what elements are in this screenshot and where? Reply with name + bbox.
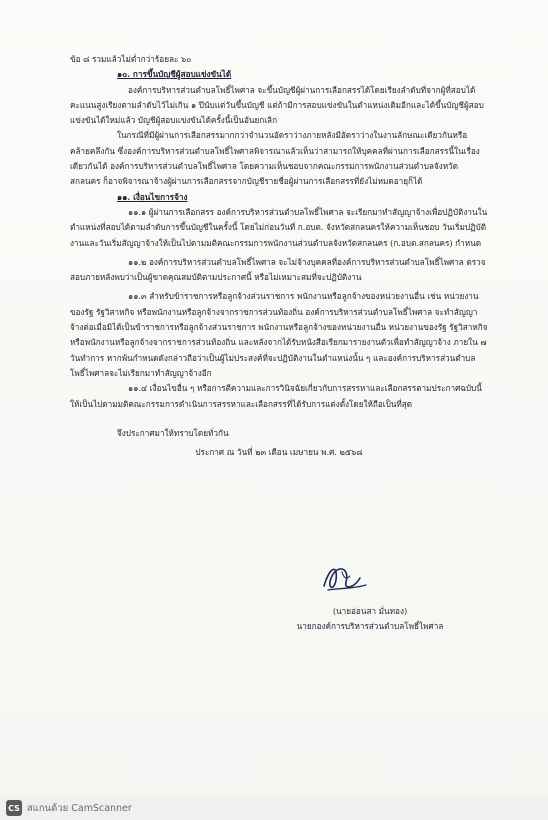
section-10-paragraph-1: องค์การบริหารส่วนตำบลโพธิ์ไพศาล จะขึ้นบัญชีผู้ผ่านการเลือกสรรได้โดยเรียงลำดับที่จากผู้ที่สอบได้คะแนนสูงเรียงตามลำดับไว้ไม่เกิน ๑ ปีนับแต่วันขึ้นบัญชี แต่ถ้ามีการสอบแข่งขันในตำแหน่งเดิมอีกและได้ขึ้นบัญชีผู้สอบแข่งขันได้ใหม่แล้ว บัญชีผู้สอบแข่งขันได้ครั้งนี้เป็นอันยกเลิก: [70, 84, 484, 126]
section-11-item-4: ๑๑.๔ เงื่อนไขอื่น ๆ หรือการตีความและการวินิจฉัยเกี่ยวกับการสรรหาและเลือกสรรตามประกาศฉบับนี้ ให้เป็นไปตามมติคณะกรรมการดำเนินการสรรหาและเลือกสรรที่ได้รับการแต่งตั้งโดยให้ถือเป็นที่สุด: [70, 383, 482, 409]
signer-name: (นายอ่อนสา มั่นทอง): [332, 606, 408, 616]
announcement-date: ประกาศ ณ วันที่ ๒๓ เดือน เมษายน พ.ศ. ๒๕๖๘: [195, 447, 363, 458]
section-10-heading: ๑๐. การขึ้นบัญชีผู้สอบแข่งขันได้: [117, 69, 232, 80]
signature-image: [316, 558, 376, 598]
camscanner-watermark: สแกนด้วย CamScanner: [27, 803, 132, 814]
closing-line: จึงประกาศมาให้ทราบโดยทั่วกัน: [117, 427, 229, 438]
section-11-item-1: ๑๑.๑ ผู้ผ่านการเลือกสรร องค์การบริหารส่วนตำบลโพธิ์ไพศาล จะเรียกมาทำสัญญาจ้างเพื่อปฏิบัติงานในตำแหน่งที่สอบได้ตามลำดับการขึ้นบัญชีในครั้งนี้ โดยไม่ก่อนวันที่ ก.อบต. จังหวัดสกลนครให้ความเห็นชอบ วันเริ่มปฏิบัติงานและวันเริ่มสัญญาจ้างให้เป็นไปตามมติคณะกรรมการพนักงานส่วนตำบลจังหวัดสกลนคร (ก.อบต.สกลนคร) กำหนด: [70, 206, 488, 248]
carry-over-line: ข้อ ๘ รวมแล้วไม่ต่ำกว่าร้อยละ ๖๐: [70, 54, 192, 64]
camscanner-logo-icon: CS: [6, 800, 22, 816]
signer-block: [255, 604, 485, 635]
handwritten-signature-icon: [316, 558, 376, 598]
section-10-paragraph-2: ในกรณีที่มีผู้ผ่านการเลือกสรรมากกว่าจำนวนอัตราว่างภายหลังมีอัตราว่างในงานลักษณะเดียวกันหรือคล้ายคลึงกัน ซึ่งองค์การบริหารส่วนตำบลโพธิ์ไพศาลพิจารณาแล้วเห็นว่าสามารถให้บุคคลที่ผ่านการเลือกสรรนี้ในเรื่องเดียวกันได้ องค์การบริหารส่วนตำบลโพธิ์ไพศาล โดยความเห็นชอบจากคณะกรรมการพนักงานส่วนตำบลจังหวัดสกลนคร ก็อาจพิจารณาจ้างผู้ผ่านการเลือกสรรจากบัญชีรายชื่อผู้ผ่านการเลือกสรรที่ยังไม่หมดอายุก็ได้: [70, 130, 480, 187]
signer-title: นายกองค์การบริหารส่วนตำบลโพธิ์ไพศาล: [296, 621, 444, 632]
section-11-heading: ๑๑. เงื่อนไขการจ้าง: [117, 191, 188, 202]
section-11-item-3: ๑๑.๓ สำหรับข้าราชการหรือลูกจ้างส่วนราชการ พนักงานหรือลูกจ้างของหน่วยงานอื่น เช่น หน่วยงานของรัฐ รัฐวิสาหกิจ หรือพนักงานหรือลูกจ้างจากราชการส่วนท้องถิ่น องค์การบริหารส่วนตำบลโพธิ์ไพศาล จะทำสัญญาจ้างต่อเมื่อมิได้เป็นข้าราชการหรือลูกจ้างส่วนราชการ พนักงานหรือลูกจ้างของหน่วยงานอื่น หน่วยงานของรัฐ รัฐวิสาหกิจ หรือพนักงานหรือลูกจ้างจากราชการส่วนท้องถิ่น และหลังจากได้รับหนังสือเรียกมารายงานตัวเพื่อทำสัญญาจ้าง ภายใน ๗ วันทำการ หากพ้นกำหนดดังกล่าวถือว่าเป็นผู้ไม่ประสงค์ที่จะปฏิบัติงานในตำแหน่งนั้น ๆ และองค์การบริหารส่วนตำบลโพธิ์ไพศาลจะไม่เรียกมาทำสัญญาจ้างอีก: [70, 291, 488, 378]
section-11-item-2: ๑๑.๒ องค์การบริหารส่วนตำบลโพธิ์ไพศาล จะไม่จ้างบุคคลที่องค์การบริหารส่วนตำบลโพธิ์ไพศาล ตรวจสอบภายหลังพบว่าเป็นผู้ขาดคุณสมบัติตามประกาศนี้ หรือไม่เหมาะสมที่จะปฏิบัติงาน: [70, 256, 486, 283]
document-body: [70, 52, 488, 460]
